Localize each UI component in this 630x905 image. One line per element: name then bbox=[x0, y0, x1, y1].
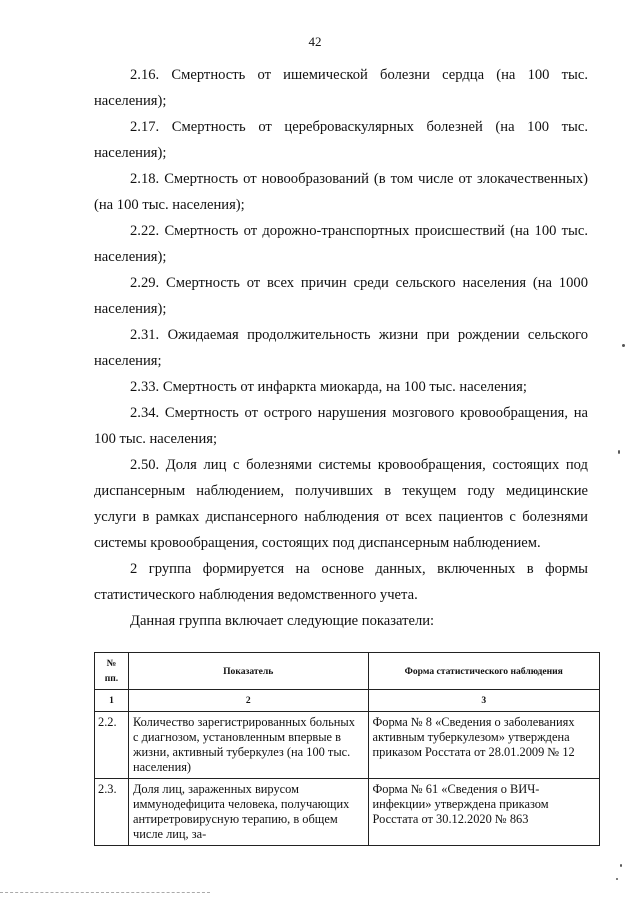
row-indicator: Количество зарегистрированных больных с диагнозом, установленным впервые в жизни, активный туберкулез (на 100 тыс. населения) bbox=[128, 712, 368, 779]
page-number: 42 bbox=[308, 34, 322, 49]
paragraph-2-22: 2.22. Смертность от дорожно-транспортных происшествий (на 100 тыс. населения); bbox=[94, 223, 588, 265]
paragraph-2-17: 2.17. Смертность от цереброваскулярных болезней (на 100 тыс. населения); bbox=[94, 119, 588, 161]
row-number: 2.2. bbox=[95, 712, 129, 779]
table-header-row bbox=[95, 653, 600, 690]
paragraph-2-16: 2.16. Смертность от ишемической болезни сердца (на 100 тыс. населения); bbox=[94, 67, 588, 109]
scan-speck bbox=[622, 344, 625, 347]
table-row bbox=[95, 779, 600, 846]
paragraph-2-31: 2.31. Ожидаемая продолжительность жизни при рождении сельского населения; bbox=[94, 327, 588, 369]
column-number-2: 2 bbox=[128, 690, 368, 712]
row-number: 2.3. bbox=[95, 779, 129, 846]
paragraph-2-33: 2.33. Смертность от инфаркта миокарда, на 100 тыс. населения; bbox=[130, 379, 527, 395]
row-form: Форма № 8 «Сведения о заболеваниях активным туберкулезом» утверждена приказом Росстата от 28.01.2009 № 12 bbox=[368, 712, 599, 779]
scan-edge-line bbox=[0, 892, 210, 893]
row-form: Форма № 61 «Сведения о ВИЧ-инфекции» утверждена приказом Росстата от 30.12.2020 № 863 bbox=[368, 779, 599, 846]
scan-speck bbox=[618, 450, 620, 454]
scan-speck bbox=[620, 864, 622, 867]
paragraph-2-18: 2.18. Смертность от новообразований (в том числе от злокачественных) (на 100 тыс. населения); bbox=[94, 171, 588, 213]
table-row bbox=[95, 712, 600, 779]
scan-speck bbox=[616, 878, 618, 880]
column-number-row bbox=[95, 690, 600, 712]
paragraph-2-34: 2.34. Смертность от острого нарушения мозгового кровообращения, на 100 тыс. населения; bbox=[94, 405, 588, 447]
header-form: Форма статистического наблюдения bbox=[368, 653, 599, 690]
column-number-3: 3 bbox=[368, 690, 599, 712]
header-number: № пп. bbox=[95, 653, 129, 690]
row-indicator: Доля лиц, зараженных вирусом иммунодефицита человека, получающих антиретровирусную терапию, в общем числе лиц, за- bbox=[128, 779, 368, 846]
column-number-1: 1 bbox=[95, 690, 129, 712]
paragraph-2-50: 2.50. Доля лиц с болезнями системы кровообращения, состоящих под диспансерным наблюдением, получивших в текущем году медицинские услуги в рамках диспансерного наблюдения от всех пациентов с болезнями системы кровообращения, состоящих под диспансерным наблюдением. bbox=[94, 457, 588, 551]
indicators-table bbox=[94, 652, 600, 846]
paragraph-group-intro: Данная группа включает следующие показатели: bbox=[130, 613, 435, 629]
paragraph-2-29: 2.29. Смертность от всех причин среди сельского населения (на 1000 населения); bbox=[94, 275, 588, 317]
paragraph-group-2: 2 группа формируется на основе данных, включенных в формы статистического наблюдения ведомственного учета. bbox=[94, 561, 588, 603]
header-indicator: Показатель bbox=[128, 653, 368, 690]
